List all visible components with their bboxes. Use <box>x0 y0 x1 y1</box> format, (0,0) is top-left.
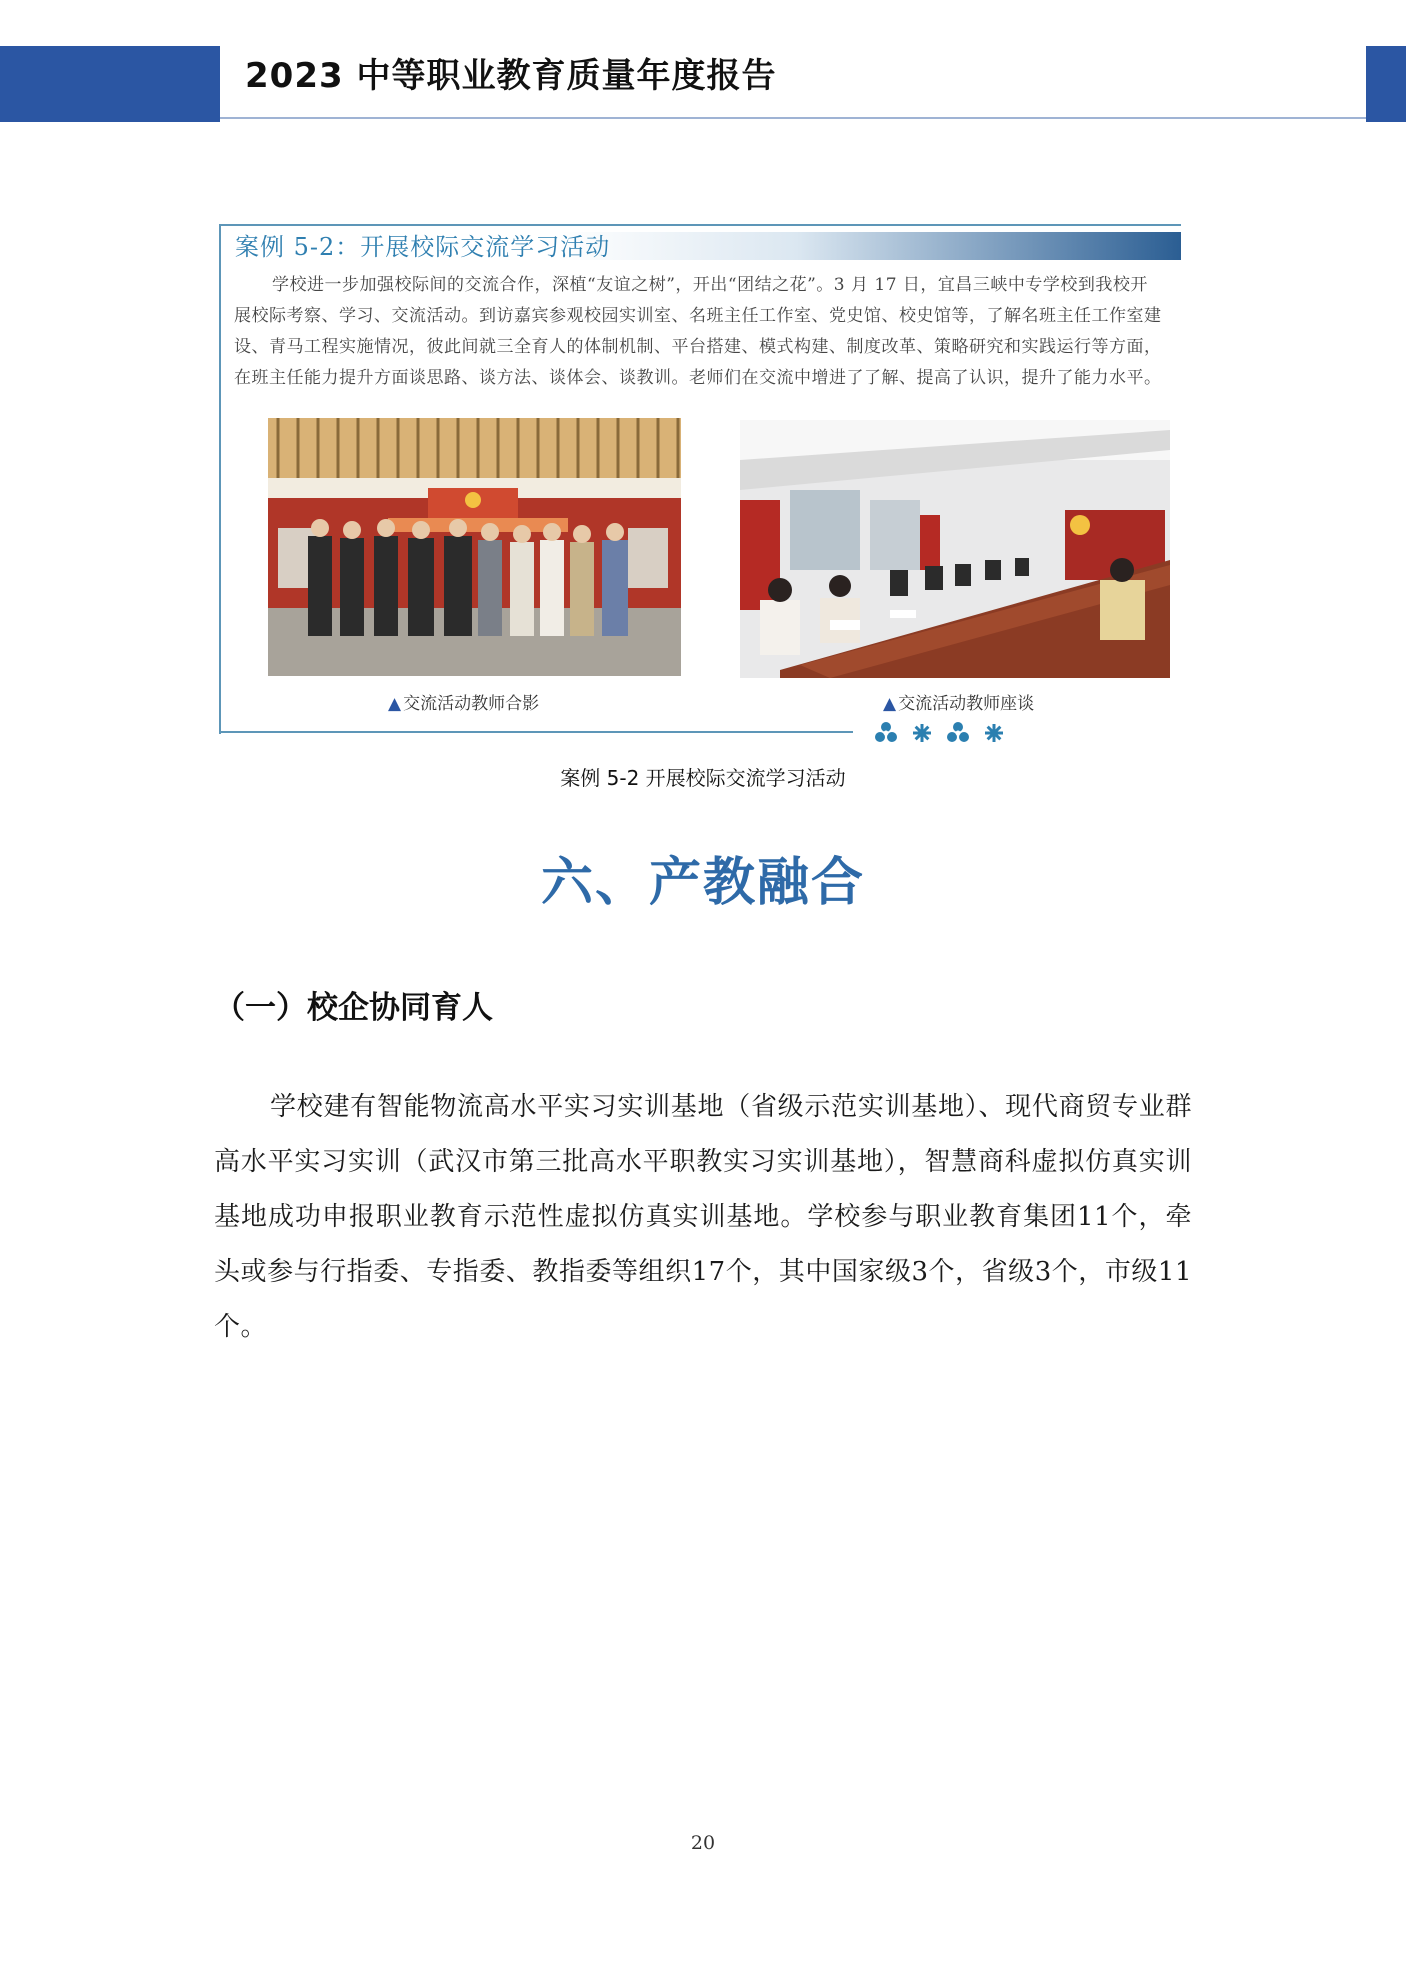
case-study-text <box>234 270 1182 394</box>
case-text-line: 展校际考察、学习、交流活动。到访嘉宾参观校园实训室、名班主任工作室、党史馆、校史馆等，了解名班主任工作室建 <box>234 306 1162 326</box>
case-text-line: 在班主任能力提升方面谈思路、谈方法、谈体会、谈教训。老师们在交流中增进了了解、提高了认识，提升了能力水平。 <box>234 368 1162 388</box>
case-study-frame-bottom <box>219 731 853 733</box>
header-accent-bar-left <box>0 46 220 122</box>
header-rule <box>220 117 1366 119</box>
group-photo-caption <box>388 691 539 717</box>
header-accent-bar-right <box>1366 46 1406 122</box>
caption-text: 交流活动教师座谈 <box>898 694 1035 714</box>
caption-text: 交流活动教师合影 <box>403 694 540 714</box>
body-paragraph: 学校建有智能物流高水平实习实训基地（省级示范实训基地）、现代商贸专业群高水平实习实训（武汉市第三批高水平职教实习实训基地），智慧商科虚拟仿真实训基地成功申报职业教育示范性虚拟仿真实训基地。学校参与职业教育集团11个，牵头或参与行指委、专指委、教指委等组织17个，其中国家级3个，省级3个，市级11个。 <box>214 1092 1192 1342</box>
decorative-flower-icons <box>872 718 1008 748</box>
report-header-title: 2023 中等职业教育质量年度报告 <box>245 56 777 96</box>
figure-caption: 案例 5-2 开展校际交流学习活动 <box>560 766 846 790</box>
group-photo-image <box>268 418 681 676</box>
case-study-title: 案例 5-2：开展校际交流学习活动 <box>235 233 611 261</box>
page-number: 20 <box>690 1832 716 1854</box>
triangle-marker-icon: ▲ <box>883 694 897 714</box>
subsection-title: （一）校企协同育人 <box>214 990 493 1026</box>
section-title: 六、产教融合 <box>540 853 865 913</box>
case-text-line: 学校进一步加强校际间的交流合作，深植“友谊之树”，开出“团结之花”。3 月 17 日，宜昌三峡中专学校到我校开 <box>272 275 1148 295</box>
triangle-marker-icon: ▲ <box>388 694 402 714</box>
meeting-photo-image <box>740 420 1170 678</box>
meeting-photo-caption <box>883 691 1034 717</box>
case-text-line: 设、青马工程实施情况，彼此间就三全育人的体制机制、平台搭建、模式构建、制度改革、策略研究和实践运行等方面， <box>234 337 1162 357</box>
